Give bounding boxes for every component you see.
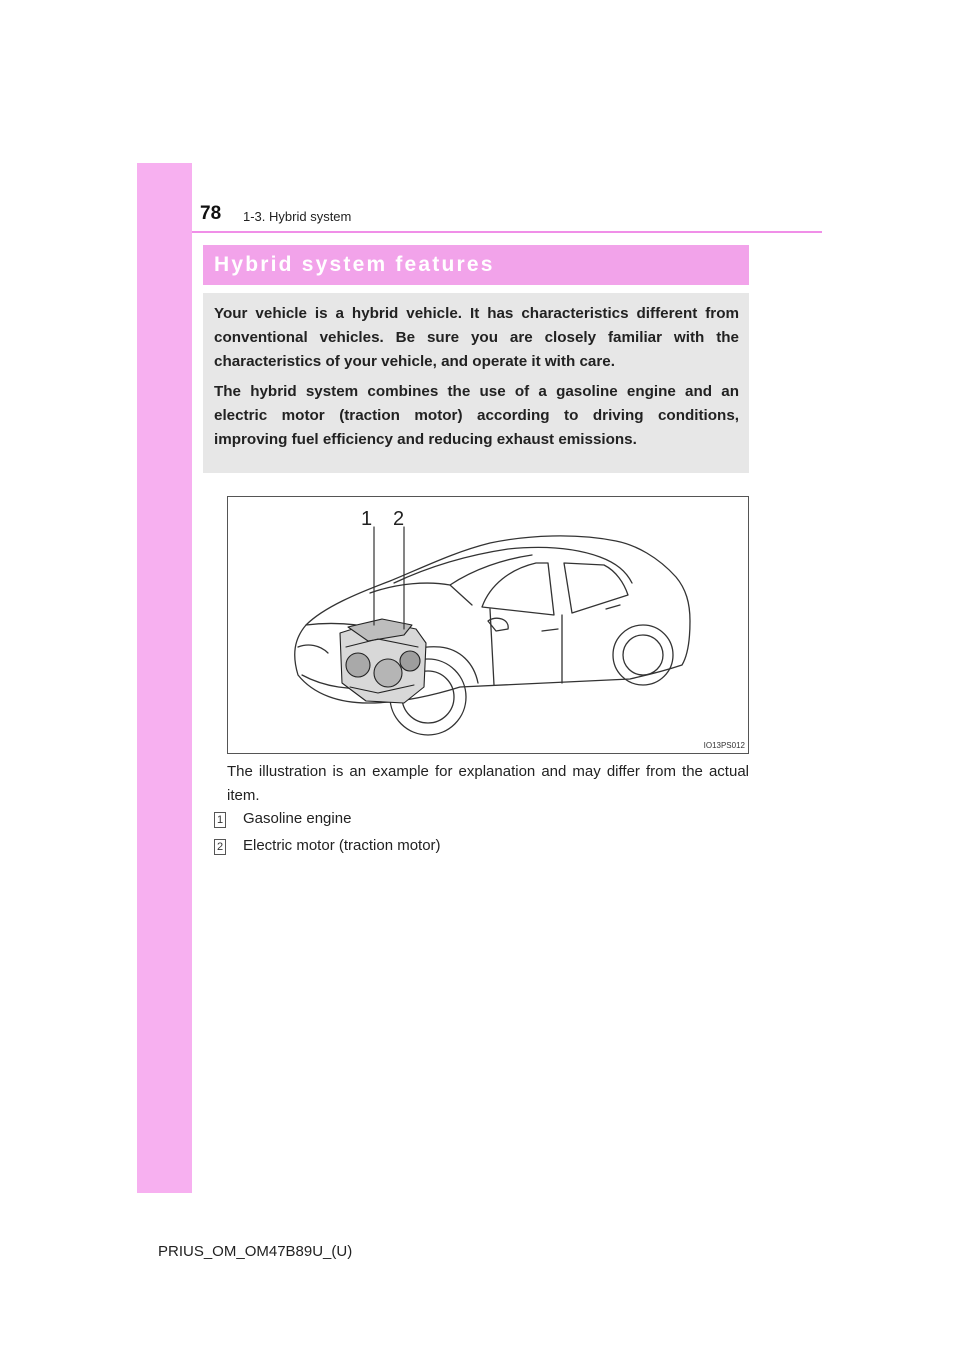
intro-paragraph-1: Your vehicle is a hybrid vehicle. It has characteristics different from conventional vehicles. Be sure you are closely familiar with the characteristics of your vehicle, and operate it with care. xyxy=(214,305,739,370)
chapter-side-tab xyxy=(137,163,192,1193)
header-rule xyxy=(192,231,822,233)
legend-number-badge: 2 xyxy=(214,839,226,855)
callout-2: 2 xyxy=(393,508,405,530)
legend-label: Electric motor (traction motor) xyxy=(243,837,441,854)
title-bar xyxy=(203,245,749,285)
intro-paragraph-2: The hybrid system combines the use of a gasoline engine and an electric motor (traction motor) according to driving conditions, improving fuel efficiency and reducing exhaust emissions. xyxy=(214,383,739,448)
car-drawing xyxy=(228,497,748,753)
legend-number-badge: 1 xyxy=(214,812,226,828)
footer-document-id: PRIUS_OM_OM47B89U_(U) xyxy=(158,1243,353,1260)
page-title: Hybrid system features xyxy=(214,253,495,276)
car-illustration xyxy=(227,496,749,754)
section-label: 1-3. Hybrid system xyxy=(243,209,352,224)
page-number: 78 xyxy=(200,203,222,224)
figure-caption: The illustration is an example for explanation and may differ from the actual item. xyxy=(227,763,749,804)
legend-label: Gasoline engine xyxy=(243,810,352,827)
figure-code: IO13PS012 xyxy=(703,741,745,750)
intro-box xyxy=(203,293,749,473)
callout-1: 1 xyxy=(361,508,373,530)
